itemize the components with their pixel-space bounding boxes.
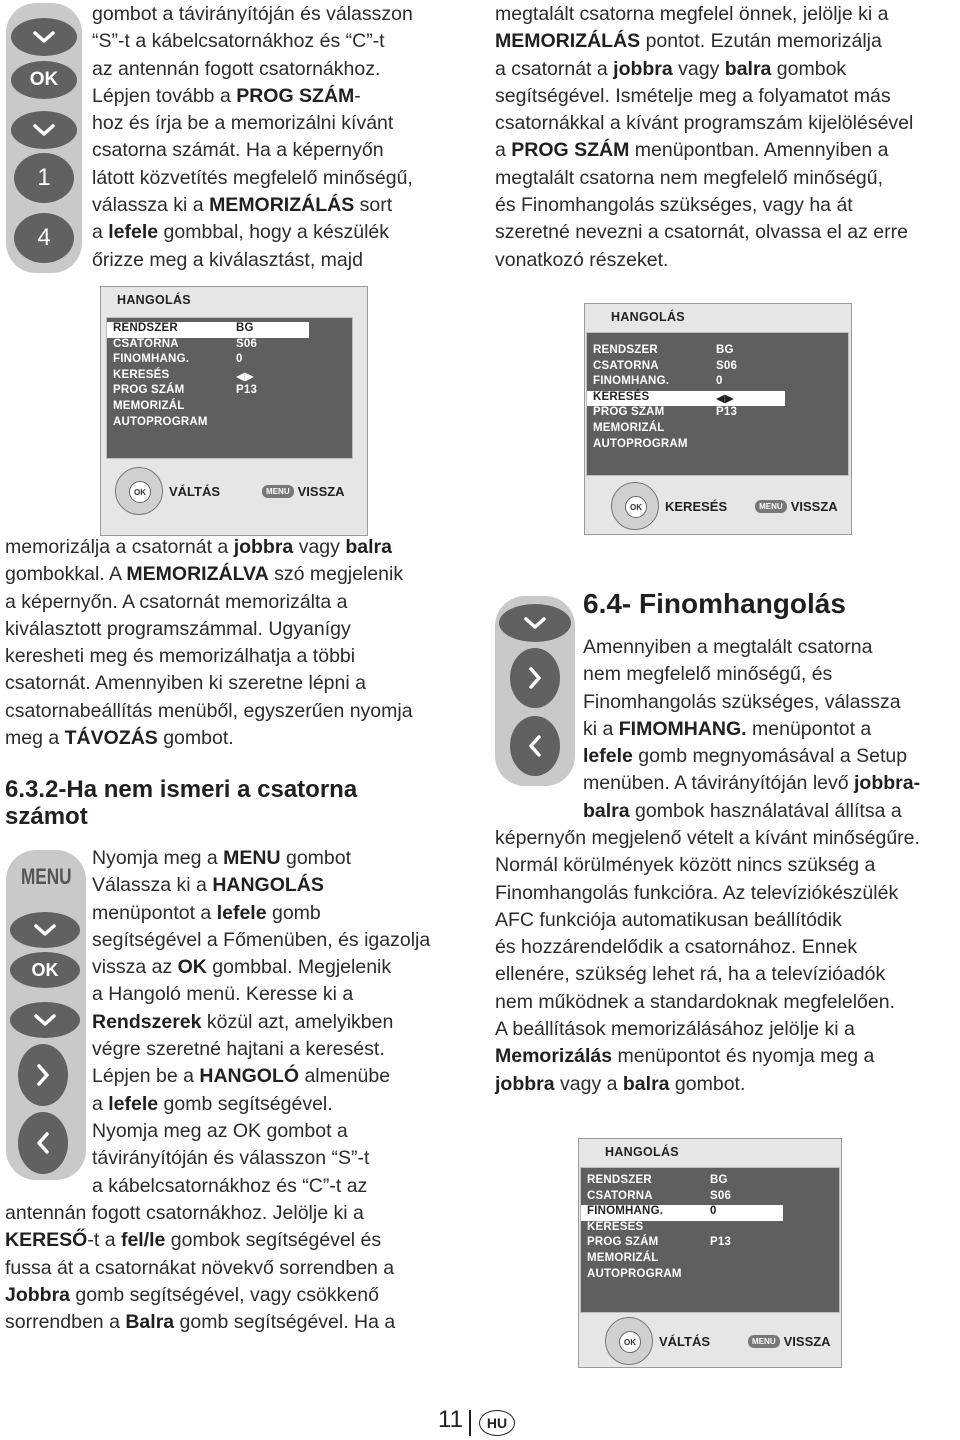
text-line: a kábelcsatornákhoz és “C”-t az <box>92 1174 368 1197</box>
osd-menu-row <box>581 1252 839 1268</box>
navigation-pad-icon <box>611 482 659 530</box>
remote-illustration-bottom <box>6 850 86 1180</box>
chevron-down-icon <box>10 912 80 948</box>
text-line: A beállítások memorizálásához jelölje ki a <box>495 1018 855 1041</box>
osd-menu-row <box>587 375 848 391</box>
text-line: az antennán fogott csatornákhoz. <box>92 57 381 80</box>
section-heading-6-4: 6.4- Finomhangolás <box>583 588 846 619</box>
nav-back-label: VISSZA <box>783 1333 831 1349</box>
text-line: őrizze meg a kiválasztást, majd <box>92 248 363 271</box>
nav-action-label: KERESÉS <box>665 498 728 514</box>
text-line: a képernyőn. A csatornát memorizálta a <box>5 590 348 613</box>
osd-row-value: 0 <box>716 375 723 388</box>
nav-back-label: VISSZA <box>297 483 345 499</box>
digit-1-button-icon: 1 <box>14 153 74 203</box>
osd-menu-row <box>587 344 848 360</box>
heading-line: 6.3.2-Ha nem ismeri a csatorna <box>5 776 358 803</box>
osd-menu-row <box>107 400 352 416</box>
ok-icon: OK <box>619 1331 641 1353</box>
chevron-down-icon <box>10 1002 80 1038</box>
osd-row-value: P13 <box>716 406 738 419</box>
text-line: Memorizálás menüpontot és nyomja meg a <box>495 1045 875 1068</box>
osd-nav-bar <box>115 467 345 515</box>
osd-menu-row <box>581 1268 839 1284</box>
osd-row-label: FINOMHANG. <box>587 1205 664 1218</box>
chevron-right-icon <box>510 648 560 708</box>
osd-row-label: AUTOPROGRAM <box>113 415 208 428</box>
text-line: segítségével a Főmenüben, és igazolja <box>92 928 431 951</box>
osd-menu-hangolas-2 <box>584 303 852 535</box>
text-line: Amennyiben a megtalált csatorna <box>583 636 873 658</box>
menu-chip-icon: MENU <box>262 485 294 498</box>
osd-menu-hangolas-1 <box>100 286 368 536</box>
ok-button-icon: OK <box>10 952 80 988</box>
ok-icon: OK <box>129 481 151 503</box>
menu-chip-icon: MENU <box>748 1335 780 1348</box>
text-line: Nyomja meg a MENU gombot <box>92 847 352 869</box>
osd-row-label: KERESÉS <box>113 368 170 381</box>
nav-back-label: VISSZA <box>790 498 838 514</box>
text-line: Finomhangolás funkcióra. Az televíziókészülék <box>495 881 899 904</box>
text-line: jobbra vagy a balra gombot. <box>495 1072 746 1095</box>
text-line: memorizálja a csatornát a jobbra vagy balra <box>5 536 392 558</box>
text-line: sorrendben a Balra gomb segítségével. Ha a <box>5 1311 396 1334</box>
text-line: a Hangoló menü. Keresse ki a <box>92 983 354 1006</box>
mid-left-paragraph <box>5 534 413 752</box>
osd-row-label: CSATORNA <box>113 337 179 350</box>
text-line: csatornát. Amennyiben ki szeretne lépni a <box>5 672 366 695</box>
osd-row-label: KERESÉS <box>587 1220 644 1233</box>
osd-row-value: P13 <box>236 384 258 397</box>
chevron-down-icon <box>11 18 77 56</box>
osd-menu-row <box>107 322 309 338</box>
text-line: a csatornát a jobbra vagy balra gombok <box>495 57 847 80</box>
chevron-right-icon <box>18 1044 68 1106</box>
osd-row-label: PROG SZÁM <box>593 406 665 419</box>
osd-row-label: RENDSZER <box>113 322 178 334</box>
text-line: meg a TÁVOZÁS gombot. <box>5 727 234 750</box>
text-line: és hozzárendelődik a csatornához. Ennek <box>495 936 858 959</box>
text-line: gombot a távirányítóján és válasszon <box>92 3 413 25</box>
remote-illustration-right <box>495 596 575 786</box>
osd-row-value: 0 <box>236 353 243 366</box>
text-line: és Finomhangolás szükséges, vagy ha át <box>495 194 853 217</box>
remote-illustration-top <box>6 3 82 273</box>
osd-title: HANGOLÁS <box>117 293 191 307</box>
text-line: megtalált csatorna megfelel önnek, jelölje ki a <box>495 3 889 25</box>
text-line: Válassza ki a HANGOLÁS <box>92 874 324 897</box>
ok-icon: OK <box>625 496 647 518</box>
text-line: ellenére, szükség lehet rá, ha a televízióadók <box>495 963 886 986</box>
osd-title: HANGOLÁS <box>605 1145 679 1159</box>
osd-menu-row <box>581 1174 839 1190</box>
ok-button-icon: OK <box>11 61 77 99</box>
text-line: a lefele gomb segítségével. <box>92 1092 333 1115</box>
osd-nav-bar <box>605 1317 831 1365</box>
chevron-left-icon <box>18 1112 68 1174</box>
osd-nav-bar <box>611 482 838 530</box>
osd-screen <box>580 1167 840 1313</box>
text-line: Lépjen be a HANGOLÓ almenübe <box>92 1065 391 1088</box>
text-line: végre szeretné hajtani a keresést. <box>92 1038 385 1061</box>
footer-divider <box>469 1410 471 1436</box>
navigation-pad-icon <box>115 467 163 515</box>
osd-menu-row <box>581 1221 839 1237</box>
osd-menu-row <box>587 406 848 422</box>
osd-row-value: 0 <box>710 1205 717 1218</box>
text-line: Lépjen tovább a PROG SZÁM- <box>92 84 361 107</box>
osd-row-value: ◀▶ <box>716 392 735 405</box>
text-line: menüben. A távirányítóján levő jobbra- <box>583 772 921 795</box>
menu-button-icon: MENU <box>21 864 72 889</box>
top-right-paragraph <box>495 1 913 274</box>
navigation-pad-icon <box>605 1317 653 1365</box>
digit-4-button-icon: 4 <box>14 213 74 263</box>
osd-row-label: KERESÉS <box>593 390 650 403</box>
text-line: vonatkozó részeket. <box>495 248 669 271</box>
bottom-left-indented-paragraph <box>92 845 430 1200</box>
osd-row-label: MEMORIZÁL <box>587 1252 659 1264</box>
text-line: Nyomja meg az OK gombot a <box>92 1119 348 1142</box>
text-line: Jobbra gomb segítségével, vagy csökkenő <box>5 1283 379 1306</box>
osd-menu-row <box>581 1190 839 1206</box>
osd-row-value: BG <box>710 1174 728 1186</box>
osd-row-value: S06 <box>710 1189 732 1202</box>
text-line: képernyőn megjelenő vételt a kívánt minőségűre. <box>495 827 920 849</box>
chevron-down-icon <box>11 111 77 149</box>
text-line: kiválasztott programszámmal. Ugyanígy <box>5 617 351 640</box>
text-line: hoz és írja be a memorizálni kívánt <box>92 112 394 135</box>
osd-title: HANGOLÁS <box>611 310 685 324</box>
osd-row-label: MEMORIZÁL <box>593 422 665 434</box>
osd-screen <box>106 317 353 459</box>
text-line: csatorna számát. Ha a képernyőn <box>92 139 384 162</box>
text-line: távirányítóján és válasszon “S”-t <box>92 1147 370 1170</box>
osd-menu-row <box>581 1236 839 1252</box>
osd-menu-row <box>587 438 848 454</box>
text-line: szeretné nevezni a csatornát, olvassa el az erre <box>495 221 908 244</box>
text-line: Normál körülmények között nincs szükség a <box>495 854 876 877</box>
osd-menu-row <box>107 384 352 400</box>
osd-menu-row <box>581 1205 783 1221</box>
osd-row-label: RENDSZER <box>593 344 658 356</box>
osd-row-value: ◀▶ <box>236 370 255 383</box>
text-line: Finomhangolás szükséges, válassza <box>583 690 901 713</box>
text-line: csatornákkal a kívánt programszám kijelölésével <box>495 112 914 135</box>
section-heading-6-3-2 <box>5 776 357 830</box>
osd-menu-hangolas-3 <box>578 1138 842 1368</box>
text-line: a PROG SZÁM menüpontban. Amennyiben a <box>495 139 889 162</box>
chevron-down-icon <box>499 604 571 642</box>
text-line: nem megfelelő minőségű, és <box>583 663 833 686</box>
language-badge: HU <box>479 1410 515 1436</box>
osd-menu-row <box>107 338 352 354</box>
right-full-paragraph <box>495 825 920 1098</box>
osd-menu-row <box>107 353 352 369</box>
osd-menu-row <box>587 391 785 407</box>
text-line: keresheti meg és memorizálhatja a többi <box>5 645 356 668</box>
text-line: AFC funkciója automatikusan beállítódik <box>495 908 842 931</box>
text-line: megtalált csatorna nem megfelelő minőségű, <box>495 166 884 189</box>
osd-row-label: PROG SZÁM <box>113 384 185 397</box>
text-line: Rendszerek közül azt, amelyikben <box>92 1010 394 1033</box>
osd-row-label: CSATORNA <box>587 1189 653 1202</box>
osd-row-label: PROG SZÁM <box>587 1236 659 1249</box>
osd-row-label: MEMORIZÁL <box>113 400 185 412</box>
text-line: nem működnek a standardoknak megfelelően. <box>495 990 895 1013</box>
text-line: “S”-t a kábelcsatornákhoz és “C”-t <box>92 30 385 53</box>
text-line: csatornabeállítás menüből, egyszerűen nyomja <box>5 699 413 722</box>
osd-menu-row <box>107 416 352 432</box>
osd-row-label: FINOMHANG. <box>113 353 190 366</box>
heading-line: számot <box>5 803 88 830</box>
text-line: segítségével. Ismételje meg a folyamatot más <box>495 84 891 107</box>
menu-chip-icon: MENU <box>755 500 787 513</box>
osd-row-value: BG <box>236 322 254 334</box>
bottom-left-full-paragraph <box>5 1200 395 1336</box>
osd-row-label: AUTOPROGRAM <box>593 437 688 450</box>
chevron-left-icon <box>510 716 560 776</box>
osd-row-value: BG <box>716 344 734 356</box>
text-line: lefele gomb megnyomásával a Setup <box>583 745 908 768</box>
osd-menu-row <box>107 369 352 385</box>
text-line: gombokkal. A MEMORIZÁLVA szó megjelenik <box>5 563 404 586</box>
osd-menu-row <box>587 360 848 376</box>
osd-screen <box>586 332 849 476</box>
osd-row-label: AUTOPROGRAM <box>587 1267 682 1280</box>
osd-row-value: P13 <box>710 1236 732 1249</box>
right-indented-paragraph <box>583 634 920 825</box>
text-line: a lefele gombbal, hogy a készülék <box>92 221 390 244</box>
text-line: balra gombok használatával állítsa a <box>583 799 902 822</box>
nav-action-label: VÁLTÁS <box>169 483 221 499</box>
text-line: válassza ki a MEMORIZÁLÁS sort <box>92 194 393 217</box>
page-number: 11 <box>438 1406 463 1433</box>
osd-menu-row <box>587 422 848 438</box>
osd-row-label: FINOMHANG. <box>593 375 670 388</box>
text-line: MEMORIZÁLÁS pontot. Ezután memorizálja <box>495 30 882 53</box>
text-line: látott közvetítés megfelelő minőségű, <box>92 166 413 189</box>
osd-row-label: CSATORNA <box>593 359 659 372</box>
osd-row-label: RENDSZER <box>587 1174 652 1186</box>
text-line: ki a FIMOMHANG. menüpontot a <box>583 717 872 740</box>
text-line: antennán fogott csatornákhoz. Jelölje ki a <box>5 1202 364 1224</box>
text-line: KERESŐ-t a fel/le gombok segítségével és <box>5 1229 382 1252</box>
nav-action-label: VÁLTÁS <box>659 1333 711 1349</box>
top-left-paragraph <box>92 1 413 274</box>
text-line: vissza az OK gombbal. Megjelenik <box>92 956 392 979</box>
text-line: menüpontot a lefele gomb <box>92 901 321 924</box>
osd-row-value: S06 <box>236 337 258 350</box>
osd-row-value: S06 <box>716 359 738 372</box>
text-line: fussa át a csatornákat növekvő sorrendben a <box>5 1256 395 1279</box>
